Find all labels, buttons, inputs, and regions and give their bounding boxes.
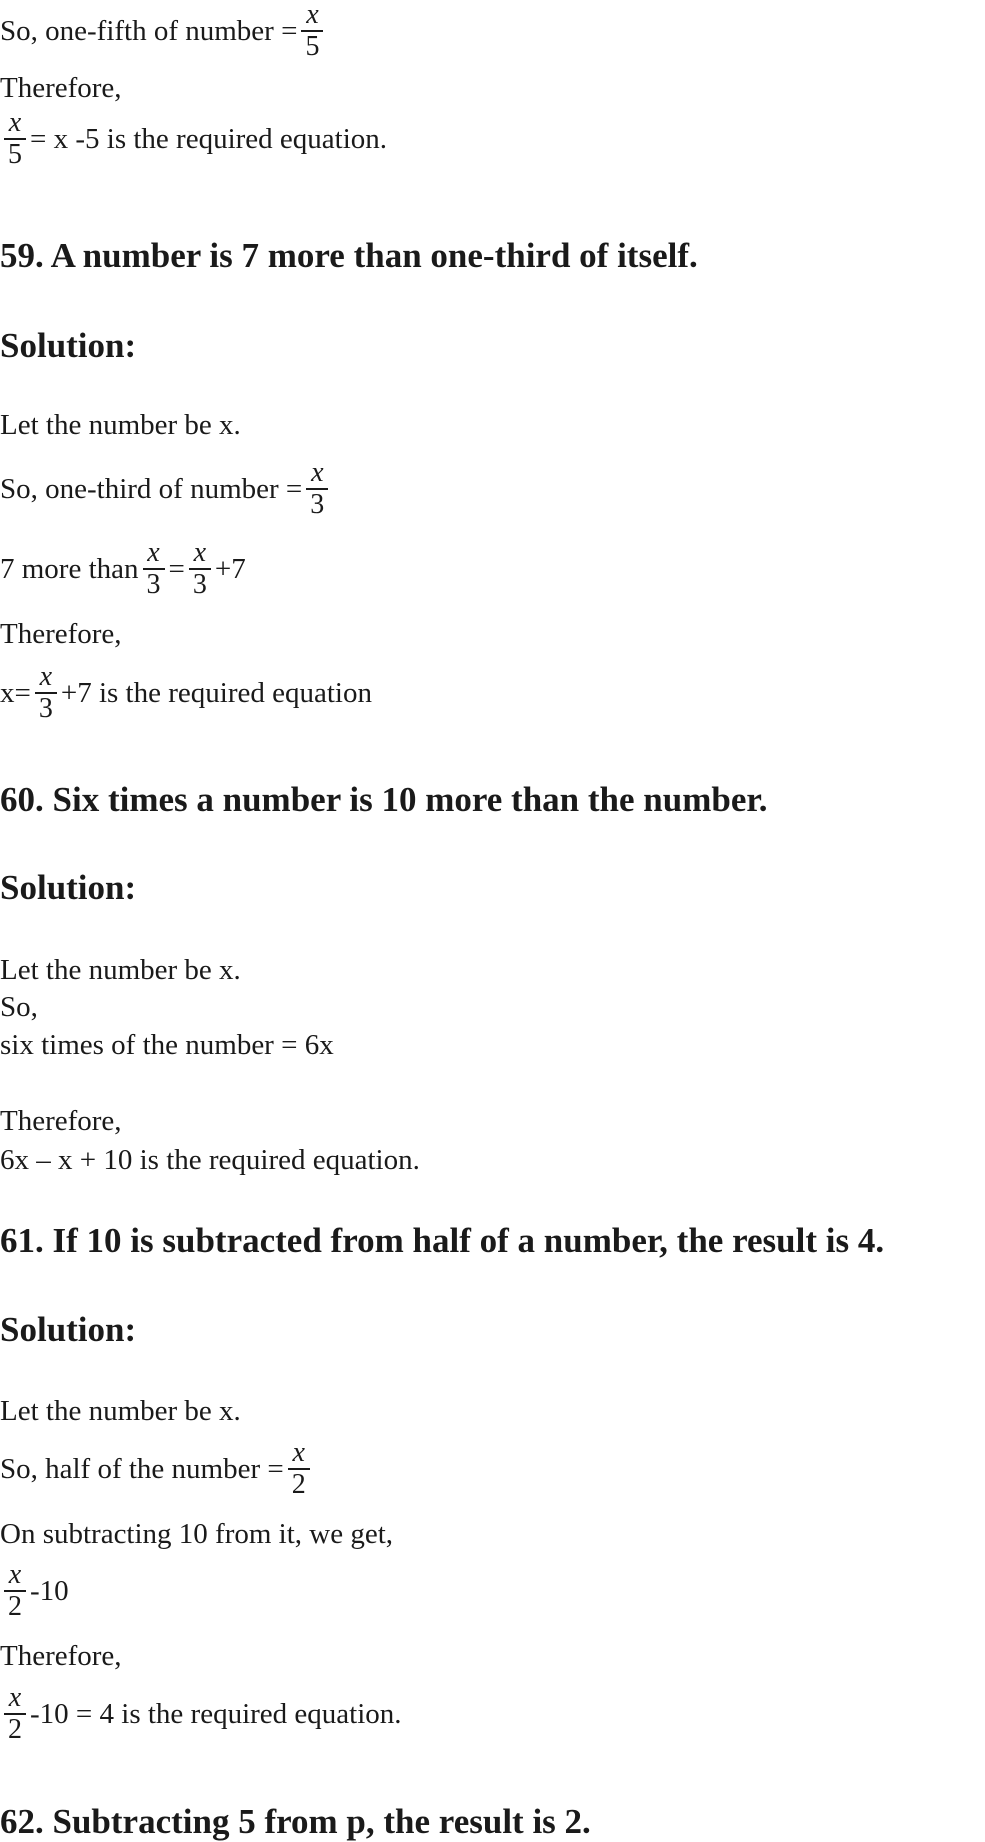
fraction <box>4 1683 26 1745</box>
text-line <box>0 0 327 62</box>
fraction-numerator: x <box>39 661 53 692</box>
fraction-denominator: 5 <box>305 31 320 62</box>
text-line: So, <box>0 991 38 1023</box>
line-text: -10 <box>30 1574 69 1607</box>
text-line <box>0 458 332 520</box>
fraction-denominator: 2 <box>291 1469 306 1500</box>
fraction <box>143 538 165 600</box>
fraction-numerator: x <box>292 1437 305 1468</box>
line-text: So, half of the number = <box>0 1452 284 1485</box>
text-line: Let the number be x. <box>0 1395 241 1427</box>
text-line: Therefore, <box>0 618 122 650</box>
fraction <box>35 662 57 724</box>
fraction <box>189 538 211 600</box>
fraction <box>306 458 328 520</box>
fraction-numerator: x <box>147 537 160 568</box>
fraction-numerator: x <box>193 537 207 568</box>
line-text: So, one-third of number = <box>0 472 303 505</box>
text-line: Therefore, <box>0 1105 122 1137</box>
fraction <box>4 108 26 170</box>
line-text: +7 <box>214 552 246 585</box>
question-heading: 61. If 10 is subtracted from half of a number, the result is 4. <box>0 1221 885 1260</box>
question-heading: 59. A number is 7 more than one-third of itself. <box>0 236 698 275</box>
text-line: Let the number be x. <box>0 954 241 986</box>
fraction-denominator: 5 <box>8 139 22 170</box>
line-text: So, one-fifth of number = <box>0 14 298 47</box>
solution-heading: Solution: <box>0 1310 137 1349</box>
fraction-denominator: 2 <box>8 1714 22 1745</box>
line-text: 7 more than <box>0 552 139 585</box>
text-line: On subtracting 10 from it, we get, <box>0 1518 394 1550</box>
line-text: x= <box>0 676 31 709</box>
text-line <box>0 108 387 170</box>
text-line <box>0 1560 69 1622</box>
fraction <box>4 1560 26 1622</box>
fraction-numerator: x <box>8 1559 22 1590</box>
text-line <box>0 662 372 724</box>
fraction-denominator: 3 <box>146 569 161 600</box>
fraction-denominator: 3 <box>38 693 53 724</box>
text-line: Let the number be x. <box>0 409 241 441</box>
text-line: Therefore, <box>0 72 122 104</box>
question-heading: 62. Subtracting 5 from p, the result is 2. <box>0 1802 591 1841</box>
solution-heading: Solution: <box>0 868 137 907</box>
fraction-numerator: x <box>8 1682 22 1713</box>
fraction-numerator: x <box>8 107 22 138</box>
line-text: = x -5 is the required equation. <box>30 122 388 155</box>
fraction-numerator: x <box>311 457 324 488</box>
question-heading: 60. Six times a number is 10 more than the number. <box>0 780 768 819</box>
text-line <box>0 1683 402 1745</box>
fraction-numerator: x <box>306 0 319 30</box>
text-line: Therefore, <box>0 1640 122 1672</box>
fraction <box>288 1438 310 1500</box>
fraction-denominator: 3 <box>310 489 325 520</box>
line-text: -10 = 4 is the required equation. <box>30 1697 402 1730</box>
text-line: 6x – x + 10 is the required equation. <box>0 1144 420 1176</box>
solution-heading: Solution: <box>0 326 137 365</box>
equals-sign: = <box>168 552 185 585</box>
text-line: six times of the number = 6x <box>0 1029 334 1061</box>
text-line <box>0 1438 314 1500</box>
fraction <box>301 0 323 62</box>
fraction-denominator: 3 <box>192 569 207 600</box>
text-line <box>0 538 246 600</box>
line-text: +7 is the required equation <box>60 676 372 709</box>
fraction-denominator: 2 <box>8 1591 22 1622</box>
